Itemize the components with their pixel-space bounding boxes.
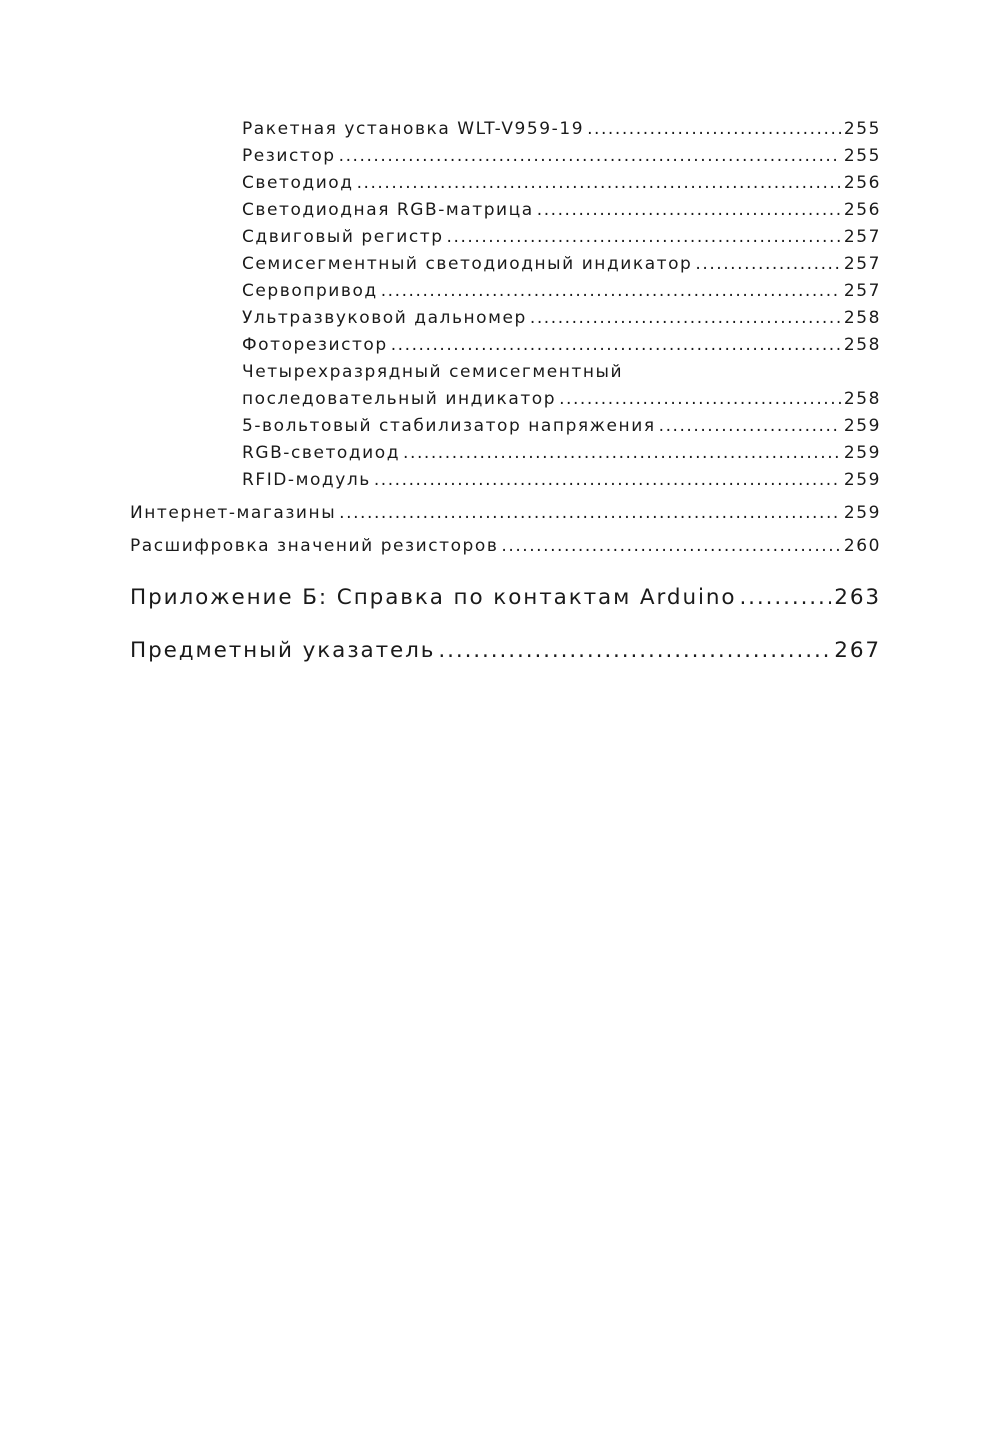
toc-entry-page: 257 (843, 254, 881, 274)
toc-entry-rgb-led[interactable] (242, 440, 881, 467)
toc-entry-led[interactable] (242, 170, 881, 197)
toc-chapter-index[interactable] (130, 636, 881, 666)
dot-leader (739, 583, 831, 613)
toc-entry-page: 257 (843, 227, 881, 247)
toc-entry-page: 258 (843, 335, 881, 355)
toc-entry-seven-segment[interactable] (242, 251, 881, 278)
dot-leader (530, 305, 841, 332)
toc-section-title: Интернет-магазины (130, 503, 337, 523)
toc-chapter-appendix-b[interactable] (130, 583, 881, 613)
toc-entry-page: 255 (843, 119, 881, 139)
toc-entry-title: RFID-модуль (242, 470, 371, 490)
dot-leader (537, 197, 841, 224)
dot-leader (438, 636, 831, 666)
dot-leader (659, 413, 841, 440)
toc-entry-ultrasonic[interactable] (242, 305, 881, 332)
table-of-contents (130, 116, 881, 666)
dot-leader (403, 440, 841, 467)
dot-leader (559, 386, 841, 413)
toc-entry-page: 255 (843, 146, 881, 166)
toc-entry-title-line1: Четырехразрядный семисегментный (242, 362, 624, 382)
toc-entry-page: 259 (843, 470, 881, 490)
toc-section-page: 260 (843, 536, 881, 556)
toc-entry-rgb-matrix[interactable] (242, 197, 881, 224)
toc-entry-page: 257 (843, 281, 881, 301)
toc-entry-title-line2: последовательный индикатор (242, 389, 557, 409)
toc-entry-title: RGB-светодиод (242, 443, 401, 463)
toc-section-title: Расшифровка значений резисторов (130, 536, 499, 556)
toc-entry-shift-register[interactable] (242, 224, 881, 251)
dot-leader (381, 278, 841, 305)
toc-entry-title: Ракетная установка WLT-V959-19 (242, 119, 585, 139)
dot-leader (501, 533, 840, 560)
dot-leader (357, 170, 841, 197)
toc-entry-voltage-regulator[interactable] (242, 413, 881, 440)
dot-leader (339, 143, 841, 170)
toc-section-resistor-codes[interactable] (130, 533, 881, 560)
toc-chapter-title: Предметный указатель (130, 638, 436, 663)
toc-entry-title: Светодиод (242, 173, 354, 193)
toc-entry-page: 259 (843, 443, 881, 463)
toc-entry-page: 258 (843, 308, 881, 328)
toc-entry-title: Семисегментный светодиодный индикатор (242, 254, 693, 274)
toc-entry-title: 5-вольтовый стабилизатор напряжения (242, 416, 656, 436)
toc-entry-title: Ультразвуковой дальномер (242, 308, 527, 328)
toc-entry-photoresistor[interactable] (242, 332, 881, 359)
toc-chapter-page: 267 (834, 638, 881, 663)
dot-leader (374, 467, 841, 494)
toc-chapter-title: Приложение Б: Справка по контактам Arduino (130, 585, 737, 610)
toc-entry-title: Светодиодная RGB-матрица (242, 200, 534, 220)
toc-entry-title: Фоторезистор (242, 335, 388, 355)
toc-entry-page: 258 (843, 389, 881, 409)
toc-section-page: 259 (843, 503, 881, 523)
dot-leader (391, 332, 841, 359)
toc-entry-page: 256 (843, 200, 881, 220)
dot-leader (587, 116, 841, 143)
toc-section-online-stores[interactable] (130, 500, 881, 527)
dot-leader (695, 251, 840, 278)
toc-entry-four-digit-display[interactable] (242, 359, 881, 413)
toc-entry-rocket-launcher[interactable] (242, 116, 881, 143)
toc-entry-rfid[interactable] (242, 467, 881, 494)
dot-leader (447, 224, 841, 251)
toc-entry-title: Резистор (242, 146, 336, 166)
toc-entry-resistor[interactable] (242, 143, 881, 170)
toc-entry-title: Сдвиговый регистр (242, 227, 444, 247)
toc-entry-servo[interactable] (242, 278, 881, 305)
toc-entry-page: 259 (843, 416, 881, 436)
toc-entry-page: 256 (843, 173, 881, 193)
toc-entry-title: Сервопривод (242, 281, 378, 301)
dot-leader (339, 500, 841, 527)
toc-chapter-page: 263 (834, 585, 881, 610)
